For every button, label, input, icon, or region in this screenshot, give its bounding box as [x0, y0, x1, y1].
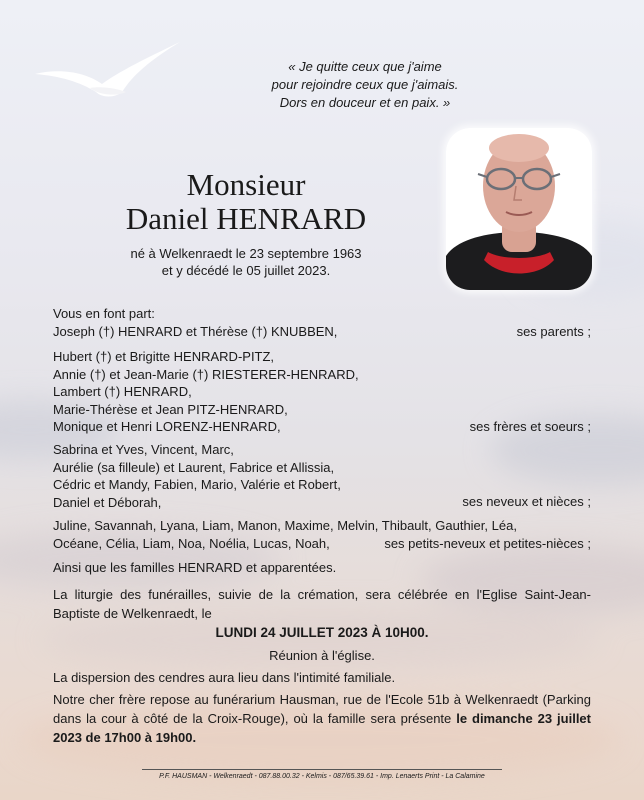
parents-row: [53, 323, 591, 341]
sibling-line: Hubert (†) et Brigitte HENRARD-PITZ,: [53, 349, 275, 364]
honorific: Monsieur: [186, 167, 306, 202]
nephew-line: Aurélie (sa filleule) et Laurent, Fabrice et Allissia,: [53, 459, 335, 475]
quote-line: « Je quitte ceux que j'aime: [288, 59, 442, 74]
seagull-icon: [30, 36, 185, 106]
grandnephews-relation: ses petits-neveux et petites-nièces ;: [384, 535, 591, 551]
portrait-photo: [446, 128, 592, 290]
parents-relation: ses parents ;: [516, 324, 591, 339]
portrait-image: [446, 128, 592, 290]
nephew-line: Sabrina et Yves, Vincent, Marc,: [53, 442, 234, 457]
nephews-row: [53, 441, 591, 511]
grandnephew-line: Océane, Célia, Liam, Noa, Noélia, Lucas, Noah,: [53, 535, 330, 551]
birth-death-info: [60, 245, 432, 279]
visitation-text: [53, 690, 591, 747]
deceased-name: Daniel HENRARD: [125, 201, 367, 236]
birth-line: né à Welkenraedt le 23 septembre 1963: [130, 246, 362, 261]
sibling-line: Annie (†) et Jean-Marie (†) RIESTERER-HENRARD,: [53, 366, 359, 382]
grandnephew-line: Juline, Savannah, Lyana, Liam, Manon, Maxime, Melvin, Thibault, Gauthier, Léa,: [53, 518, 517, 533]
sibling-line: Monique et Henri LORENZ-HENRARD,: [53, 419, 281, 434]
death-line: et y décédé le 05 juillet 2023.: [161, 263, 331, 278]
quote-line: Dors en douceur et en paix. »: [279, 95, 451, 110]
footer-divider: [142, 769, 502, 770]
siblings-relation: ses frères et soeurs ;: [469, 419, 591, 434]
announcement: Vous en font part:: [53, 306, 155, 321]
families-line: Ainsi que les familles HENRARD et apparentées.: [53, 560, 337, 575]
grandnephews-row: [53, 517, 591, 552]
ceremony-date: LUNDI 24 JUILLET 2023 À 10H00.: [215, 625, 429, 640]
parents-names: Joseph (†) HENRARD et Thérèse (†) KNUBBEN,: [53, 324, 338, 339]
nephew-line: Daniel et Déborah,: [53, 494, 162, 510]
visitation-plain: Notre cher frère repose au funérarium Hausman, rue de l'Ecole 51b à Welkenraedt (Parking dans la cour à côté de la Croix-Rouge), où la famille sera présente: [53, 692, 591, 726]
nephews-relation: ses neveux et nièces ;: [462, 494, 591, 509]
sibling-line: Marie-Thérèse et Jean PITZ-HENRARD,: [53, 401, 288, 417]
dispersion-text: La dispersion des cendres aura lieu dans l'intimité familiale.: [53, 670, 396, 685]
liturgy-text: La liturgie des funérailles, suivie de la crémation, sera célébrée en l'Eglise Saint-Jean-Baptiste de Welkenraedt, le: [53, 587, 591, 621]
sibling-line: Lambert (†) HENRARD,: [53, 384, 192, 399]
visitation-time: le dimanche 23 juillet 2023 de 17h00 à 19h00.: [53, 711, 591, 745]
footer: P.F. HAUSMAN - Welkenraedt - 087.88.00.32 - Kelmis - 087/65.39.61 - Imp. Lenaerts Print - La Calamine: [159, 773, 485, 780]
quote: [215, 58, 515, 112]
siblings-row: [53, 348, 591, 436]
meeting-text: Réunion à l'église.: [269, 648, 375, 663]
quote-line: pour rejoindre ceux que j'aimais.: [271, 77, 459, 92]
page-title: [60, 168, 432, 236]
nephew-line: Cédric et Mandy, Fabien, Mario, Valérie et Robert,: [53, 477, 341, 492]
